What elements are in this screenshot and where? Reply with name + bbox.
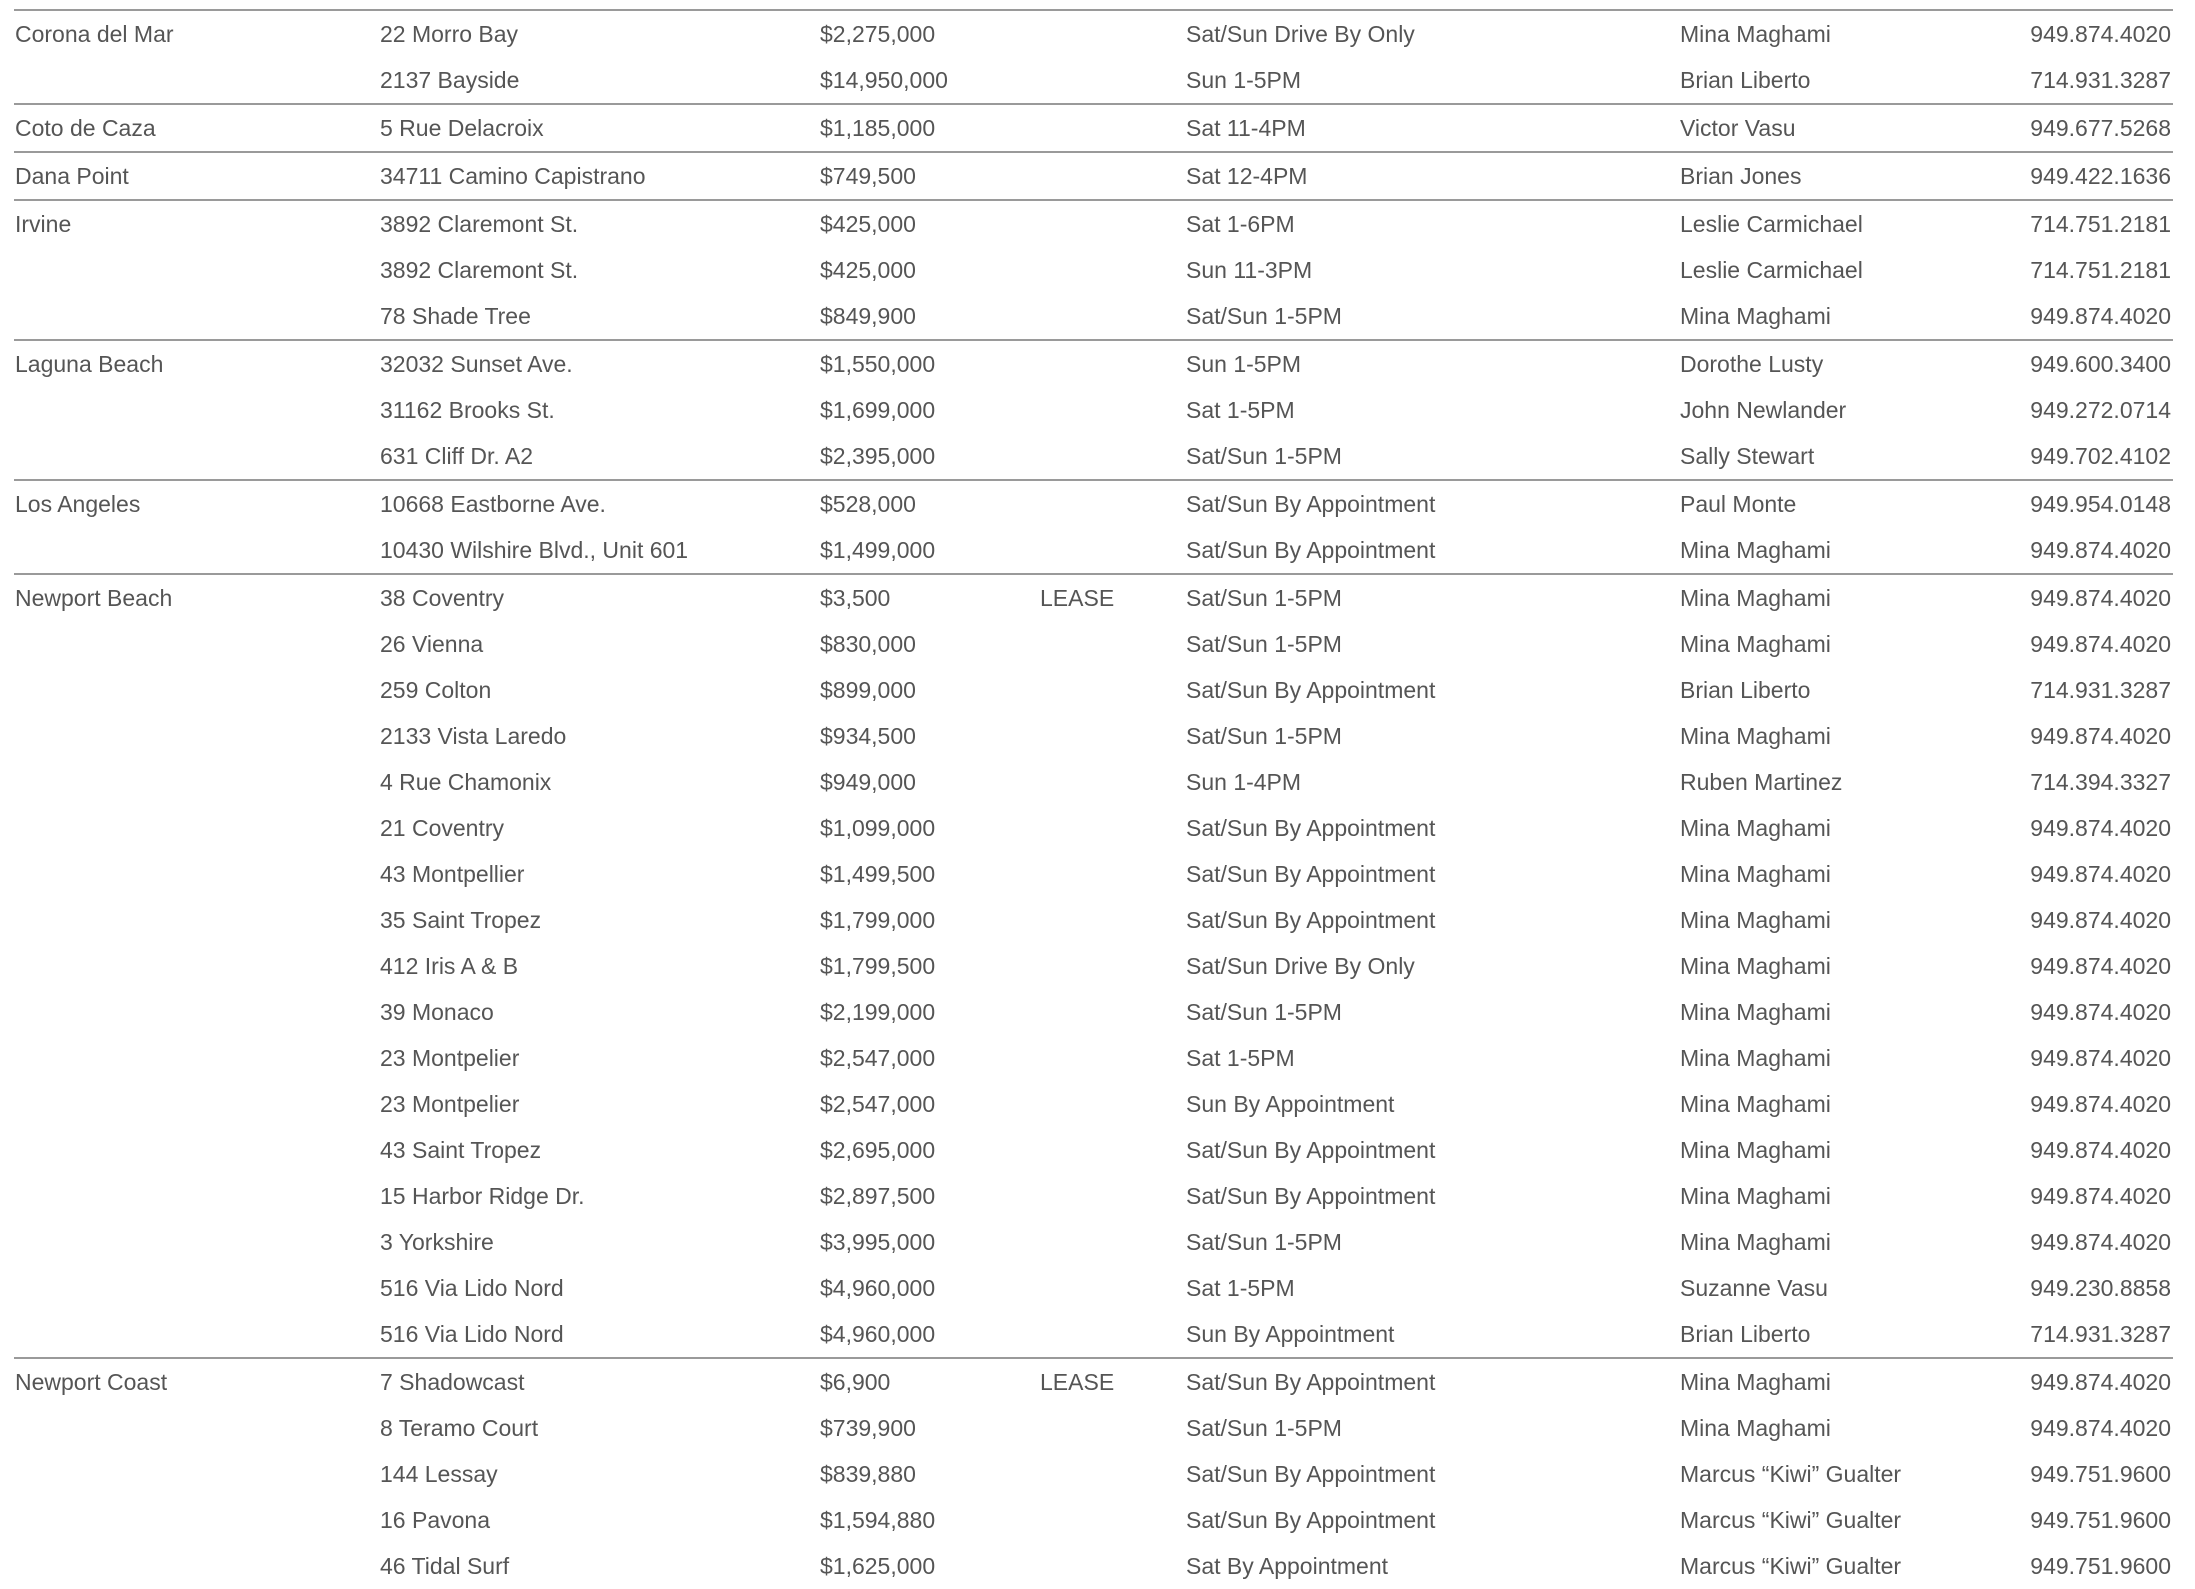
agent-name: Mina Maghami bbox=[1680, 537, 1831, 563]
address: 10430 Wilshire Blvd., Unit 601 bbox=[380, 537, 689, 563]
listing-row bbox=[14, 527, 2173, 573]
city-name: Newport Coast bbox=[15, 1369, 168, 1395]
agent-name: Mina Maghami bbox=[1680, 303, 1831, 329]
agent-name: Marcus “Kiwi” Gualter bbox=[1680, 1461, 1902, 1487]
agent-phone: 949.751.9600 bbox=[2030, 1461, 2171, 1487]
open-house-time: Sat/Sun 1-5PM bbox=[1186, 303, 1342, 329]
agent-phone: 714.751.2181 bbox=[2030, 211, 2171, 237]
price: $2,897,500 bbox=[820, 1183, 936, 1209]
listing-row bbox=[14, 989, 2173, 1035]
open-house-time: Sat/Sun 1-5PM bbox=[1186, 1415, 1342, 1441]
open-house-time: Sun 11-3PM bbox=[1186, 257, 1313, 283]
agent-phone: 714.931.3287 bbox=[2030, 1321, 2171, 1347]
listing-row bbox=[14, 1311, 2173, 1357]
agent-name: Victor Vasu bbox=[1680, 115, 1796, 141]
agent-name: Mina Maghami bbox=[1680, 631, 1831, 657]
agent-phone: 949.874.4020 bbox=[2030, 1415, 2171, 1441]
listing-row bbox=[14, 1405, 2173, 1451]
address: 144 Lessay bbox=[380, 1461, 498, 1487]
listing-row bbox=[14, 1173, 2173, 1219]
city-group bbox=[14, 199, 2173, 339]
agent-name: Brian Jones bbox=[1680, 163, 1802, 189]
address: 3892 Claremont St. bbox=[380, 257, 579, 283]
price: $1,499,000 bbox=[820, 537, 936, 563]
agent-phone: 949.874.4020 bbox=[2030, 861, 2171, 887]
open-house-time: Sat/Sun By Appointment bbox=[1186, 1137, 1436, 1163]
address: 34711 Camino Capistrano bbox=[380, 163, 646, 189]
listing-row bbox=[14, 575, 2173, 621]
listing-row bbox=[14, 1543, 2173, 1589]
agent-phone: 949.751.9600 bbox=[2030, 1507, 2171, 1533]
listing-type-badge: LEASE bbox=[1040, 585, 1115, 611]
price: $1,799,500 bbox=[820, 953, 936, 979]
agent-name: Brian Liberto bbox=[1680, 677, 1811, 703]
agent-phone: 949.874.4020 bbox=[2030, 1183, 2171, 1209]
price: $899,000 bbox=[820, 677, 916, 703]
agent-phone: 949.600.3400 bbox=[2030, 351, 2171, 377]
agent-name: Mina Maghami bbox=[1680, 999, 1831, 1025]
agent-name: Mina Maghami bbox=[1680, 1045, 1831, 1071]
listing-row bbox=[14, 759, 2173, 805]
listing-row bbox=[14, 943, 2173, 989]
price: $749,500 bbox=[820, 163, 916, 189]
agent-phone: 949.954.0148 bbox=[2030, 491, 2171, 517]
agent-name: Mina Maghami bbox=[1680, 953, 1831, 979]
agent-name: Marcus “Kiwi” Gualter bbox=[1680, 1553, 1902, 1579]
open-house-time: Sat/Sun Drive By Only bbox=[1186, 21, 1415, 47]
address: 43 Saint Tropez bbox=[380, 1137, 542, 1163]
price: $1,550,000 bbox=[820, 351, 936, 377]
address: 31162 Brooks St. bbox=[380, 397, 555, 423]
listing-row bbox=[14, 481, 2173, 527]
open-house-time: Sat 1-5PM bbox=[1186, 1275, 1295, 1301]
address: 16 Pavona bbox=[380, 1507, 490, 1533]
agent-phone: 949.702.4102 bbox=[2030, 443, 2171, 469]
agent-name: Mina Maghami bbox=[1680, 907, 1831, 933]
city-name: Coto de Caza bbox=[15, 115, 156, 141]
listing-row bbox=[14, 153, 2173, 199]
city-name: Newport Beach bbox=[15, 585, 173, 611]
open-house-time: Sat/Sun 1-5PM bbox=[1186, 723, 1342, 749]
agent-name: Marcus “Kiwi” Gualter bbox=[1680, 1507, 1902, 1533]
listing-row bbox=[14, 713, 2173, 759]
open-house-time: Sat By Appointment bbox=[1186, 1553, 1389, 1579]
address: 516 Via Lido Nord bbox=[380, 1275, 564, 1301]
price: $2,275,000 bbox=[820, 21, 936, 47]
price: $2,199,000 bbox=[820, 999, 936, 1025]
address: 4 Rue Chamonix bbox=[380, 769, 552, 795]
address: 35 Saint Tropez bbox=[380, 907, 542, 933]
address: 26 Vienna bbox=[380, 631, 484, 657]
agent-phone: 949.874.4020 bbox=[2030, 953, 2171, 979]
address: 15 Harbor Ridge Dr. bbox=[380, 1183, 585, 1209]
listing-row bbox=[14, 851, 2173, 897]
price: $1,185,000 bbox=[820, 115, 936, 141]
listing-row bbox=[14, 1359, 2173, 1405]
agent-phone: 949.874.4020 bbox=[2030, 303, 2171, 329]
address: 412 Iris A & B bbox=[380, 953, 519, 979]
city-group bbox=[14, 1357, 2173, 1589]
address: 23 Montpelier bbox=[380, 1045, 520, 1071]
price: $1,625,000 bbox=[820, 1553, 936, 1579]
open-house-time: Sat 12-4PM bbox=[1186, 163, 1308, 189]
open-house-time: Sun 1-5PM bbox=[1186, 67, 1302, 93]
city-group bbox=[14, 479, 2173, 573]
agent-phone: 949.422.1636 bbox=[2030, 163, 2171, 189]
agent-name: Mina Maghami bbox=[1680, 1091, 1831, 1117]
price: $14,950,000 bbox=[820, 67, 948, 93]
agent-name: Leslie Carmichael bbox=[1680, 211, 1863, 237]
agent-name: Brian Liberto bbox=[1680, 67, 1811, 93]
agent-phone: 949.874.4020 bbox=[2030, 585, 2171, 611]
price: $1,799,000 bbox=[820, 907, 936, 933]
open-house-time: Sat 1-5PM bbox=[1186, 1045, 1295, 1071]
agent-phone: 949.874.4020 bbox=[2030, 537, 2171, 563]
listing-row bbox=[14, 293, 2173, 339]
listing-row bbox=[14, 1035, 2173, 1081]
price: $4,960,000 bbox=[820, 1321, 936, 1347]
agent-name: Paul Monte bbox=[1680, 491, 1797, 517]
address: 8 Teramo Court bbox=[380, 1415, 539, 1441]
price: $4,960,000 bbox=[820, 1275, 936, 1301]
listing-row bbox=[14, 1265, 2173, 1311]
agent-name: Mina Maghami bbox=[1680, 1229, 1831, 1255]
open-house-time: Sat/Sun By Appointment bbox=[1186, 861, 1436, 887]
agent-phone: 949.874.4020 bbox=[2030, 1045, 2171, 1071]
listing-row bbox=[14, 1451, 2173, 1497]
listing-row bbox=[14, 1081, 2173, 1127]
address: 5 Rue Delacroix bbox=[380, 115, 544, 141]
agent-phone: 714.931.3287 bbox=[2030, 67, 2171, 93]
city-name: Laguna Beach bbox=[15, 351, 164, 377]
agent-name: Brian Liberto bbox=[1680, 1321, 1811, 1347]
address: 7 Shadowcast bbox=[380, 1369, 525, 1395]
agent-name: Mina Maghami bbox=[1680, 815, 1831, 841]
agent-phone: 714.394.3327 bbox=[2030, 769, 2171, 795]
agent-name: Leslie Carmichael bbox=[1680, 257, 1863, 283]
agent-name: Mina Maghami bbox=[1680, 723, 1831, 749]
price: $528,000 bbox=[820, 491, 916, 517]
city-group bbox=[14, 9, 2173, 103]
open-house-time: Sat/Sun Drive By Only bbox=[1186, 953, 1415, 979]
agent-name: Mina Maghami bbox=[1680, 1415, 1831, 1441]
price: $849,900 bbox=[820, 303, 916, 329]
address: 32032 Sunset Ave. bbox=[380, 351, 573, 377]
city-name: Dana Point bbox=[15, 163, 129, 189]
open-house-time: Sat/Sun By Appointment bbox=[1186, 907, 1436, 933]
city-group bbox=[14, 151, 2173, 199]
city-group bbox=[14, 573, 2173, 1357]
agent-phone: 949.874.4020 bbox=[2030, 1137, 2171, 1163]
price: $739,900 bbox=[820, 1415, 916, 1441]
open-house-time: Sat/Sun By Appointment bbox=[1186, 1461, 1436, 1487]
listing-row bbox=[14, 11, 2173, 57]
open-house-time: Sat/Sun By Appointment bbox=[1186, 1183, 1436, 1209]
listing-row bbox=[14, 201, 2173, 247]
listing-row bbox=[14, 805, 2173, 851]
listing-row bbox=[14, 1497, 2173, 1543]
city-group bbox=[14, 103, 2173, 151]
price: $2,395,000 bbox=[820, 443, 936, 469]
agent-phone: 949.874.4020 bbox=[2030, 907, 2171, 933]
price: $425,000 bbox=[820, 257, 916, 283]
open-house-listings-table bbox=[14, 9, 2173, 1589]
listing-type-badge: LEASE bbox=[1040, 1369, 1115, 1395]
address: 21 Coventry bbox=[380, 815, 505, 841]
listing-row bbox=[14, 247, 2173, 293]
price: $2,547,000 bbox=[820, 1091, 936, 1117]
open-house-time: Sat 1-6PM bbox=[1186, 211, 1295, 237]
open-house-time: Sat/Sun 1-5PM bbox=[1186, 443, 1342, 469]
price: $839,880 bbox=[820, 1461, 916, 1487]
address: 22 Morro Bay bbox=[380, 21, 519, 47]
address: 3892 Claremont St. bbox=[380, 211, 579, 237]
agent-name: Mina Maghami bbox=[1680, 585, 1831, 611]
address: 39 Monaco bbox=[380, 999, 494, 1025]
price: $1,594,880 bbox=[820, 1507, 936, 1533]
agent-name: Suzanne Vasu bbox=[1680, 1275, 1828, 1301]
price: $3,995,000 bbox=[820, 1229, 936, 1255]
open-house-time: Sun 1-4PM bbox=[1186, 769, 1302, 795]
agent-name: Mina Maghami bbox=[1680, 1183, 1831, 1209]
agent-phone: 949.677.5268 bbox=[2030, 115, 2171, 141]
address: 78 Shade Tree bbox=[380, 303, 531, 329]
price: $3,500 bbox=[820, 585, 891, 611]
listing-row bbox=[14, 387, 2173, 433]
open-house-time: Sat/Sun 1-5PM bbox=[1186, 999, 1342, 1025]
open-house-time: Sat/Sun 1-5PM bbox=[1186, 631, 1342, 657]
agent-name: Mina Maghami bbox=[1680, 861, 1831, 887]
agent-name: Ruben Martinez bbox=[1680, 769, 1843, 795]
price: $830,000 bbox=[820, 631, 916, 657]
price: $425,000 bbox=[820, 211, 916, 237]
price: $1,099,000 bbox=[820, 815, 936, 841]
agent-phone: 949.874.4020 bbox=[2030, 21, 2171, 47]
city-name: Irvine bbox=[15, 211, 72, 237]
open-house-time: Sat/Sun By Appointment bbox=[1186, 1507, 1436, 1533]
open-house-time: Sat/Sun 1-5PM bbox=[1186, 1229, 1342, 1255]
address: 259 Colton bbox=[380, 677, 492, 703]
agent-phone: 714.751.2181 bbox=[2030, 257, 2171, 283]
address: 2137 Bayside bbox=[380, 67, 520, 93]
agent-name: Sally Stewart bbox=[1680, 443, 1815, 469]
price: $1,499,500 bbox=[820, 861, 936, 887]
open-house-time: Sat 1-5PM bbox=[1186, 397, 1295, 423]
agent-phone: 949.751.9600 bbox=[2030, 1553, 2171, 1579]
listing-row bbox=[14, 667, 2173, 713]
agent-name: Dorothe Lusty bbox=[1680, 351, 1824, 377]
address: 2133 Vista Laredo bbox=[380, 723, 567, 749]
listing-row bbox=[14, 621, 2173, 667]
address: 46 Tidal Surf bbox=[380, 1553, 510, 1579]
address: 3 Yorkshire bbox=[380, 1229, 494, 1255]
city-name: Corona del Mar bbox=[15, 21, 174, 47]
agent-name: Mina Maghami bbox=[1680, 1137, 1831, 1163]
agent-phone: 949.874.4020 bbox=[2030, 631, 2171, 657]
agent-phone: 714.931.3287 bbox=[2030, 677, 2171, 703]
address: 43 Montpellier bbox=[380, 861, 525, 887]
price: $934,500 bbox=[820, 723, 916, 749]
agent-phone: 949.230.8858 bbox=[2030, 1275, 2171, 1301]
listing-row bbox=[14, 897, 2173, 943]
open-house-time: Sat/Sun 1-5PM bbox=[1186, 585, 1342, 611]
listing-row bbox=[14, 433, 2173, 479]
agent-phone: 949.874.4020 bbox=[2030, 999, 2171, 1025]
agent-phone: 949.874.4020 bbox=[2030, 815, 2171, 841]
city-group bbox=[14, 339, 2173, 479]
agent-phone: 949.272.0714 bbox=[2030, 397, 2171, 423]
agent-phone: 949.874.4020 bbox=[2030, 1229, 2171, 1255]
price: $2,695,000 bbox=[820, 1137, 936, 1163]
open-house-time: Sat/Sun By Appointment bbox=[1186, 677, 1436, 703]
listing-row bbox=[14, 105, 2173, 151]
open-house-time: Sun 1-5PM bbox=[1186, 351, 1302, 377]
agent-name: Mina Maghami bbox=[1680, 1369, 1831, 1395]
open-house-time: Sat/Sun By Appointment bbox=[1186, 537, 1436, 563]
agent-phone: 949.874.4020 bbox=[2030, 1369, 2171, 1395]
open-house-time: Sun By Appointment bbox=[1186, 1091, 1395, 1117]
open-house-time: Sat/Sun By Appointment bbox=[1186, 815, 1436, 841]
listing-row bbox=[14, 1127, 2173, 1173]
listing-row bbox=[14, 57, 2173, 103]
agent-phone: 949.874.4020 bbox=[2030, 1091, 2171, 1117]
address: 516 Via Lido Nord bbox=[380, 1321, 564, 1347]
address: 23 Montpelier bbox=[380, 1091, 520, 1117]
agent-name: Mina Maghami bbox=[1680, 21, 1831, 47]
price: $2,547,000 bbox=[820, 1045, 936, 1071]
agent-phone: 949.874.4020 bbox=[2030, 723, 2171, 749]
open-house-time: Sat/Sun By Appointment bbox=[1186, 491, 1436, 517]
listing-row bbox=[14, 1219, 2173, 1265]
price: $6,900 bbox=[820, 1369, 891, 1395]
address: 38 Coventry bbox=[380, 585, 505, 611]
listing-row bbox=[14, 341, 2173, 387]
agent-name: John Newlander bbox=[1680, 397, 1847, 423]
open-house-time: Sat 11-4PM bbox=[1186, 115, 1306, 141]
price: $949,000 bbox=[820, 769, 916, 795]
address: 631 Cliff Dr. A2 bbox=[380, 443, 533, 469]
address: 10668 Eastborne Ave. bbox=[380, 491, 606, 517]
city-name: Los Angeles bbox=[15, 491, 141, 517]
open-house-time: Sat/Sun By Appointment bbox=[1186, 1369, 1436, 1395]
open-house-time: Sun By Appointment bbox=[1186, 1321, 1395, 1347]
price: $1,699,000 bbox=[820, 397, 936, 423]
